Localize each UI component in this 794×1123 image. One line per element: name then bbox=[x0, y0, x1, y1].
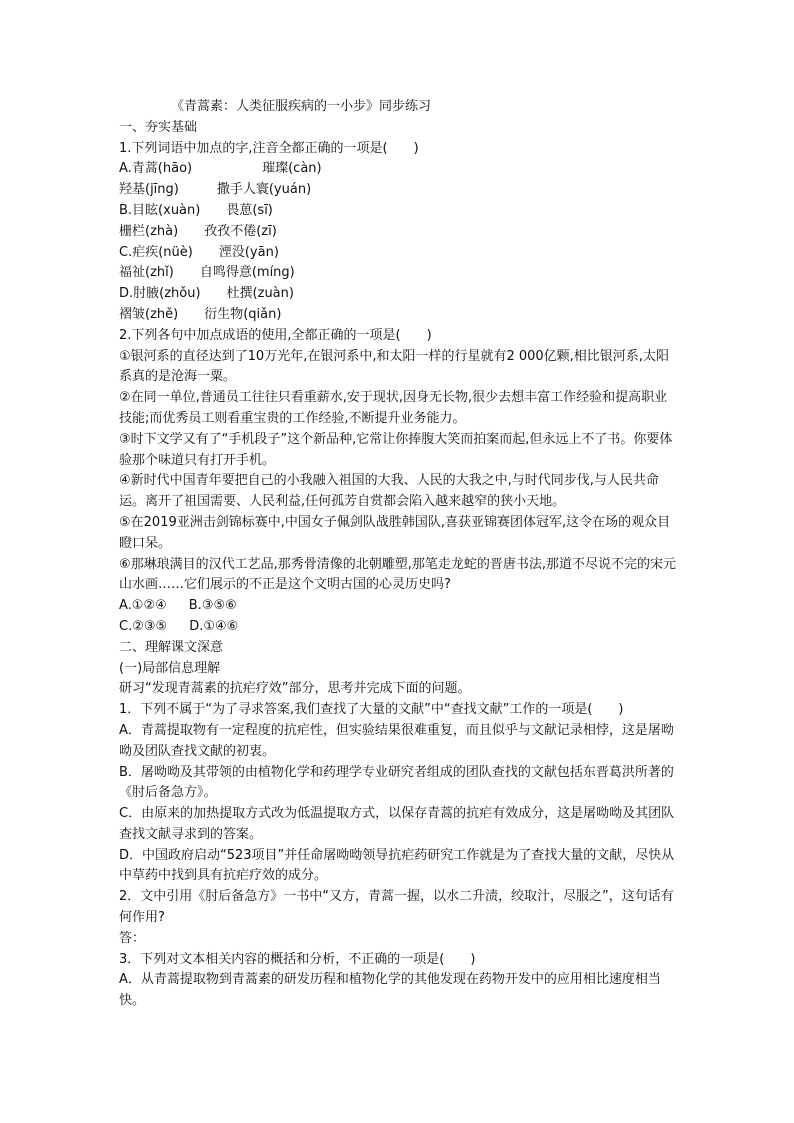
option-line bbox=[119, 201, 679, 222]
option-text: A．从青蒿提取物到青蒿素的研发历程和植物化学的其他发现在药物开发中的应用相比速度相当快。 bbox=[119, 972, 661, 1009]
option-text: D．中国政府启动“523项目”并任命屠呦呦领导抗疟药研究工作就是为了查找大量的文献，尽快从中草药中找到具有抗疟疗效的成分。 bbox=[119, 847, 675, 884]
option-text: D.肘腋(zhǒu) bbox=[119, 286, 201, 302]
option-text: 羟基(jīng) bbox=[119, 182, 179, 198]
option-text: 撒手人寰(yuán) bbox=[216, 182, 312, 198]
option-text: 栅栏(zhà) bbox=[119, 223, 179, 239]
option-text: 孜孜不倦(zī) bbox=[204, 223, 277, 239]
option-line bbox=[119, 180, 679, 201]
section-heading: 一、夯实基础 bbox=[119, 119, 198, 135]
option-text: 自鸣得意(míng) bbox=[199, 265, 295, 281]
option-text: A.①②④ bbox=[119, 598, 167, 614]
option-line bbox=[119, 263, 679, 284]
sentence-item: ①银河系的直径达到了10万光年,在银河系中,和太阳一样的行星就有2 000亿颗,相比银河系,太阳系真的是沧海一粟。 bbox=[119, 348, 669, 385]
question-stem: 1.下列词语中加点的字,注音全都正确的一项是( ) bbox=[119, 140, 419, 156]
sentence-item: ③时下文学又有了“手机段子”这个新品种,它常让你捧腹大笑而拍案而起,但永远上不了书。你要体验那个味道只有打开手机。 bbox=[119, 431, 673, 468]
question-stem: 1．下列不属于“为了寻求答案,我们查找了大量的文献”中“查找文献”工作的一项是( ) bbox=[119, 702, 624, 718]
option-text: B.目眩(xuàn) bbox=[119, 202, 201, 218]
option-text: 畏葸(sī) bbox=[226, 202, 273, 218]
option-text: 湮没(yān) bbox=[218, 244, 279, 260]
option-text: A．青蒿提取物有一定程度的抗疟性，但实验结果很难重复，而且似乎与文献记录相悖，这是屠呦呦及团队查找文献的初衷。 bbox=[119, 722, 674, 759]
option-line bbox=[119, 305, 679, 326]
option-text: B．屠呦呦及其带领的由植物化学和药理学专业研究者组成的团队查找的文献包括东晋葛洪所著的《肘后备急方》。 bbox=[119, 764, 674, 801]
section-heading: 二、理解课文深意 bbox=[119, 639, 224, 655]
option-text: 衍生物(qiǎn) bbox=[204, 306, 282, 322]
option-line bbox=[119, 284, 679, 305]
sentence-item: ⑤在2019亚洲击剑锦标赛中,中国女子佩剑队战胜韩国队,喜获亚锦赛团体冠军,这令在场的观众目瞪口呆。 bbox=[119, 514, 671, 551]
option-text: C．由原来的加热提取方式改为低温提取方式，以保存青蒿的抗疟有效成分，这是屠呦呦及其团队查找文献寻求到的答案。 bbox=[119, 806, 675, 842]
option-text: 褶皱(zhě) bbox=[119, 306, 179, 322]
document-page bbox=[119, 97, 679, 1012]
instruction: 研习“发现青蒿素的抗疟疗效”部分，思考并完成下面的问题。 bbox=[119, 681, 471, 697]
sentence-item: ⑥那琳琅满目的汉代工艺品,那秀骨清像的北朝雕塑,那笔走龙蛇的晋唐书法,那道不尽说不完的宋元山水画……它们展示的不正是这个文明古国的心灵历史吗? bbox=[119, 556, 677, 593]
sentence-item: ②在同一单位,普通员工往往只看重薪水,安于现状,因身无长物,很少去想丰富工作经验和提高职业技能;而优秀员工则看重宝贵的工作经验,不断提升业务能力。 bbox=[119, 390, 668, 426]
option-text: D.①④⑥ bbox=[189, 618, 239, 634]
option-text: 杜撰(zuàn) bbox=[226, 286, 294, 302]
document-title: 《青蒿素：人类征服疾病的一小步》同步练习 bbox=[171, 99, 432, 114]
option-text: C.②③⑤ bbox=[119, 618, 168, 634]
option-line bbox=[119, 243, 679, 264]
sentence-item: ④新时代中国青年要把自己的小我融入祖国的大我、人民的大我之中,与时代同步伐,与人民共命运。离开了祖国需要、人民利益,任何孤芳自赏都会陷入越来越窄的狭小天地。 bbox=[119, 473, 659, 510]
question-stem: 2．文中引用《肘后备急方》一书中“又方，青蒿一握，以水二升渍，绞取汁，尽服之”，这句话有何作用? bbox=[119, 889, 674, 926]
option-text: C.疟疾(nüè) bbox=[119, 244, 193, 260]
answer-label: 答： bbox=[119, 930, 146, 946]
subsection-heading: (一)局部信息理解 bbox=[119, 660, 221, 676]
question-stem: 3．下列对文本相关内容的概括和分析，不正确的一项是( ) bbox=[119, 951, 476, 967]
option-line bbox=[119, 222, 679, 243]
option-text: 福祉(zhǐ) bbox=[119, 265, 174, 281]
option-text: A.青蒿(hāo) bbox=[119, 161, 193, 177]
option-line bbox=[119, 617, 679, 638]
option-line bbox=[119, 596, 679, 617]
option-text: B.③⑤⑥ bbox=[188, 598, 237, 614]
option-line bbox=[119, 159, 679, 180]
question-stem: 2.下列各句中加点成语的使用,全都正确的一项是( ) bbox=[119, 327, 432, 343]
option-text: 璀璨(càn) bbox=[262, 161, 322, 177]
